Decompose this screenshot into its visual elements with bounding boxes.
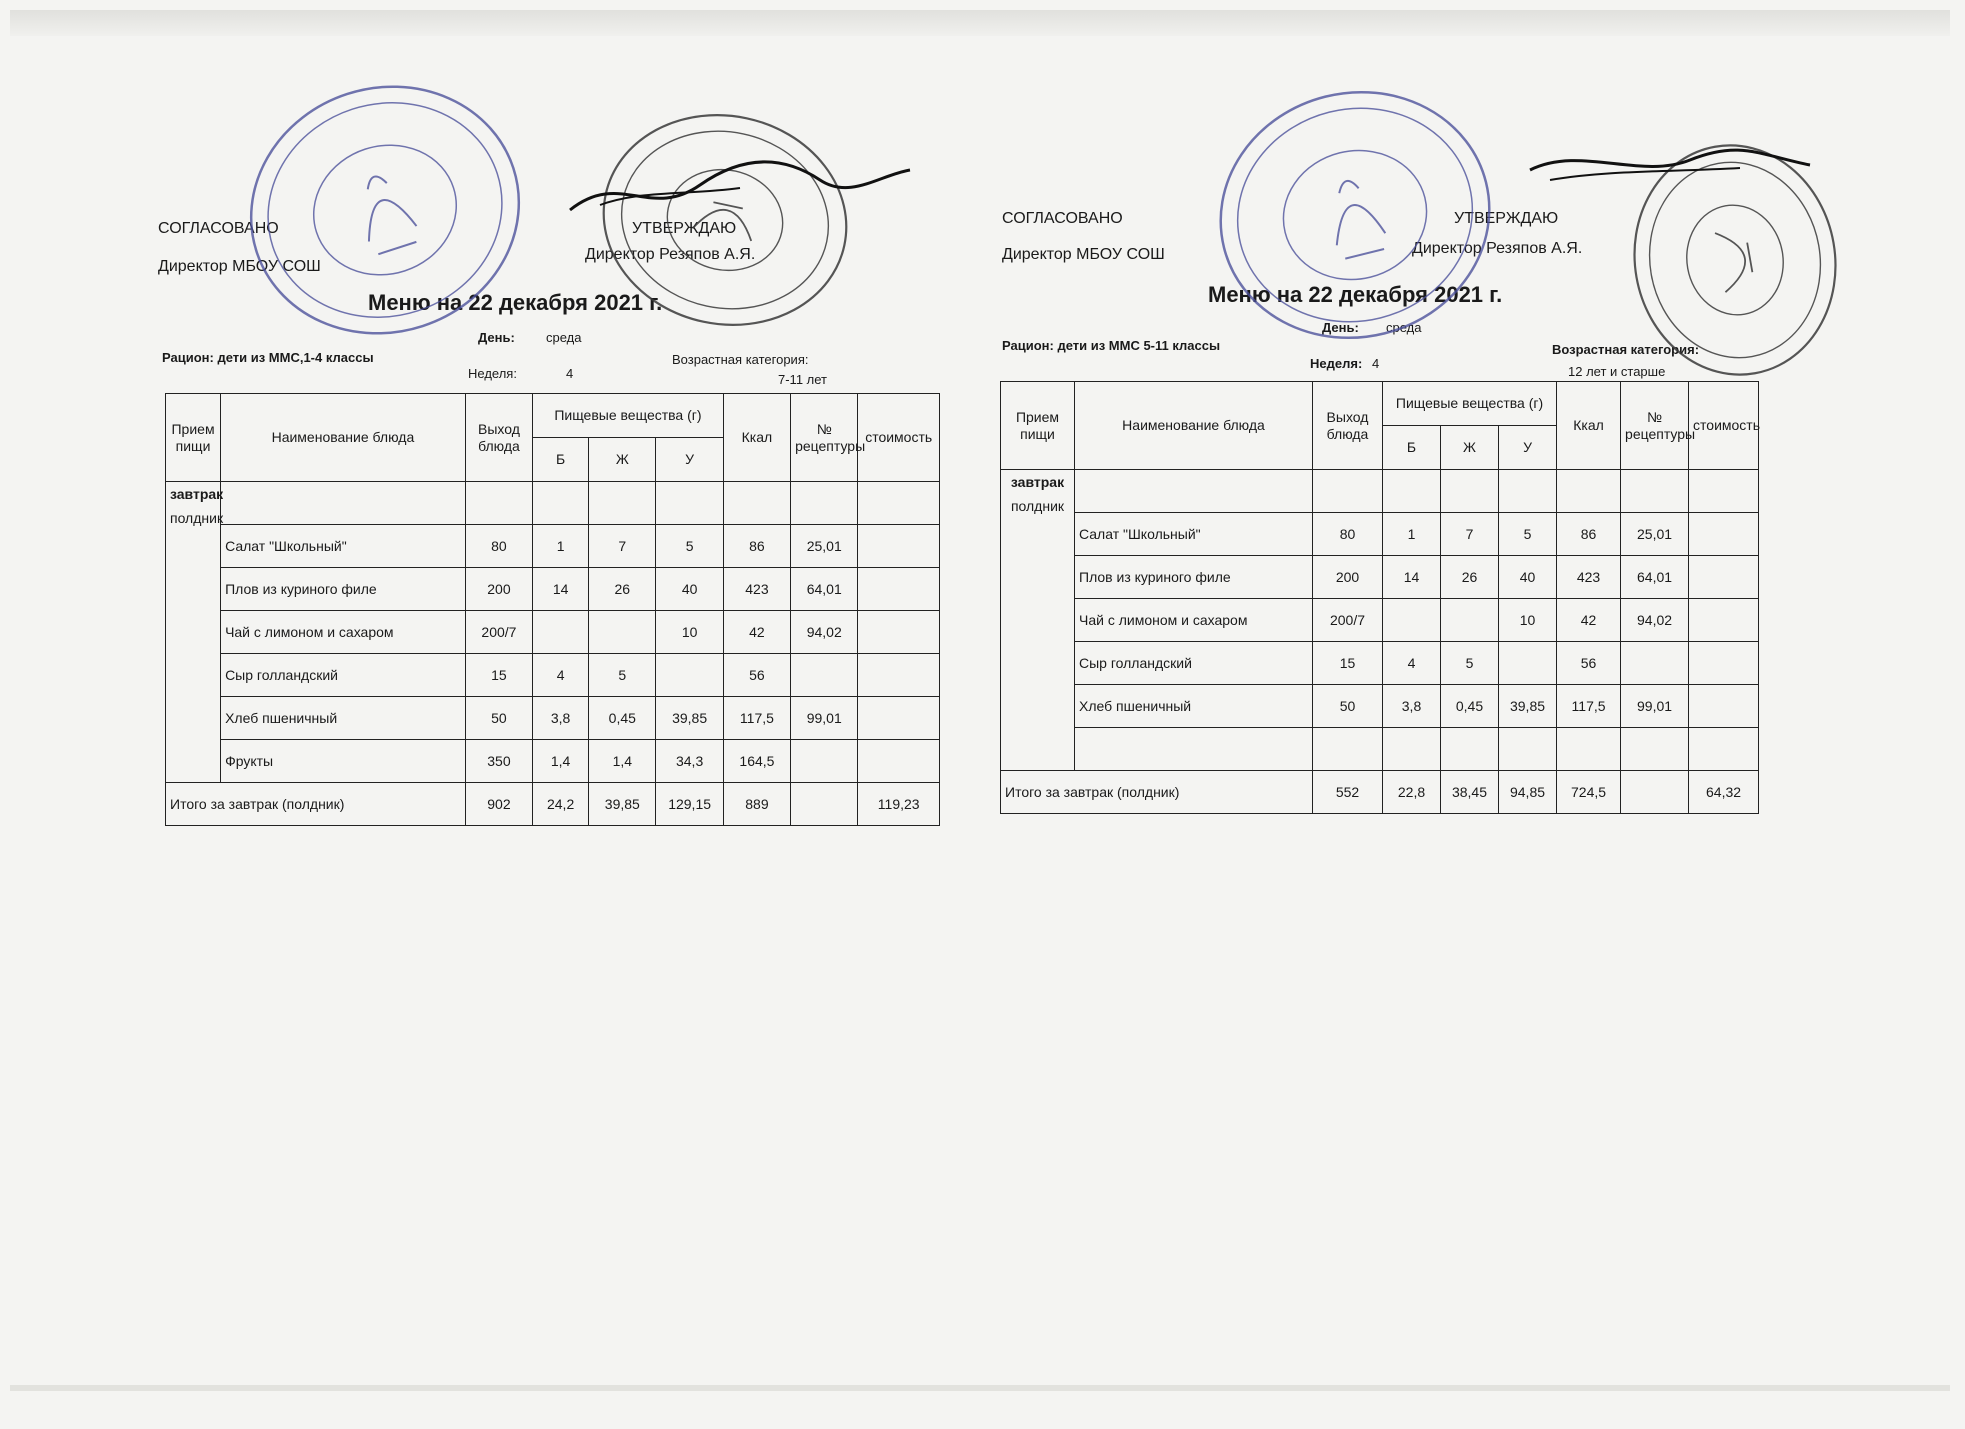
dish-recipe: 99,01 bbox=[791, 697, 858, 740]
dish-yield: 200 bbox=[465, 568, 532, 611]
dish-u: 40 bbox=[656, 568, 723, 611]
table-row bbox=[1001, 685, 1759, 728]
total-kcal: 889 bbox=[723, 783, 790, 826]
total-yield: 552 bbox=[1313, 771, 1383, 814]
dish-cost bbox=[1689, 685, 1759, 728]
dish-u bbox=[656, 654, 723, 697]
dish-yield: 15 bbox=[465, 654, 532, 697]
menu-title: Меню на 22 декабря 2021 г. bbox=[368, 290, 663, 315]
dish-b: 1 bbox=[533, 525, 589, 568]
total-yield: 902 bbox=[465, 783, 532, 826]
header-b: Б bbox=[533, 438, 589, 482]
dish-kcal: 86 bbox=[723, 525, 790, 568]
day-label: День: bbox=[1322, 320, 1359, 335]
menu-table bbox=[1000, 381, 1759, 814]
total-zh: 38,45 bbox=[1441, 771, 1499, 814]
week-value: 4 bbox=[1372, 356, 1380, 371]
header-cost: стоимость bbox=[1689, 382, 1759, 470]
dish-zh: 0,45 bbox=[1441, 685, 1499, 728]
dish-u: 40 bbox=[1499, 556, 1557, 599]
header-b: Б bbox=[1383, 426, 1441, 470]
table-row bbox=[1001, 728, 1759, 771]
age-value: 12 лет и старше bbox=[1568, 364, 1666, 379]
dish-zh: 26 bbox=[1441, 556, 1499, 599]
dish-cost bbox=[1689, 556, 1759, 599]
dish-b bbox=[1383, 728, 1441, 771]
table-row bbox=[166, 611, 940, 654]
dish-yield: 80 bbox=[465, 525, 532, 568]
dish-recipe: 64,01 bbox=[1621, 556, 1689, 599]
day-label: День: bbox=[478, 330, 515, 345]
total-cost: 64,32 bbox=[1689, 771, 1759, 814]
total-row bbox=[1001, 771, 1759, 814]
dish-zh bbox=[1441, 728, 1499, 771]
dish-kcal: 86 bbox=[1557, 513, 1621, 556]
dish-yield: 80 bbox=[1313, 513, 1383, 556]
dish-b: 3,8 bbox=[1383, 685, 1441, 728]
table-row bbox=[1001, 556, 1759, 599]
meal-cell bbox=[166, 482, 224, 783]
dish-cost bbox=[1689, 728, 1759, 771]
week-label: Неделя: bbox=[468, 366, 517, 381]
total-zh: 39,85 bbox=[589, 783, 656, 826]
header-meal: Прием пищи bbox=[1001, 382, 1075, 470]
approve-left-label: СОГЛАСОВАНО bbox=[158, 220, 279, 237]
dish-zh: 7 bbox=[1441, 513, 1499, 556]
dish-zh bbox=[589, 611, 656, 654]
total-label: Итого за завтрак (полдник) bbox=[166, 783, 466, 826]
dish-zh: 1,4 bbox=[589, 740, 656, 783]
dish-yield: 50 bbox=[1313, 685, 1383, 728]
dish-kcal: 56 bbox=[1557, 642, 1621, 685]
header-zh: Ж bbox=[589, 438, 656, 482]
dish-yield: 15 bbox=[1313, 642, 1383, 685]
dish-cost bbox=[1689, 642, 1759, 685]
header-recipe: № рецептуры bbox=[1621, 382, 1689, 470]
dish-b bbox=[1383, 599, 1441, 642]
signature-right bbox=[1520, 140, 1820, 210]
dish-kcal: 164,5 bbox=[723, 740, 790, 783]
dish-kcal: 117,5 bbox=[723, 697, 790, 740]
total-b: 24,2 bbox=[533, 783, 589, 826]
dish-name: Сыр голландский bbox=[1075, 642, 1313, 685]
dish-yield: 200 bbox=[1313, 556, 1383, 599]
ration-label: Рацион: дети из ММС,1-4 классы bbox=[162, 350, 374, 365]
school-stamp-right bbox=[1208, 80, 1503, 350]
dish-zh: 5 bbox=[1441, 642, 1499, 685]
dish-recipe: 94,02 bbox=[1621, 599, 1689, 642]
approve-right-sub: Директор Резяпов А.Я. bbox=[585, 246, 756, 263]
dish-yield: 50 bbox=[465, 697, 532, 740]
dish-recipe: 25,01 bbox=[1621, 513, 1689, 556]
meal-cell bbox=[1001, 470, 1075, 771]
dish-zh: 0,45 bbox=[589, 697, 656, 740]
header-cost: стоимость bbox=[858, 394, 940, 482]
header-recipe: № рецептуры bbox=[791, 394, 858, 482]
dish-recipe: 99,01 bbox=[1621, 685, 1689, 728]
dish-recipe bbox=[1621, 642, 1689, 685]
approve-left-sub: Директор МБОУ СОШ bbox=[158, 258, 321, 275]
menu-table bbox=[165, 393, 940, 826]
dish-name: Чай с лимоном и сахаром bbox=[221, 611, 466, 654]
day-value: среда bbox=[1386, 320, 1422, 335]
dish-b: 1 bbox=[1383, 513, 1441, 556]
meal-sub: полдник bbox=[1010, 498, 1065, 514]
table-row bbox=[1001, 642, 1759, 685]
approve-right-label: УТВЕРЖДАЮ bbox=[632, 220, 737, 237]
header-nutrients: Пищевые вещества (г) bbox=[1383, 382, 1557, 426]
header-yield: Выход блюда bbox=[1313, 382, 1383, 470]
dish-u: 10 bbox=[656, 611, 723, 654]
approve-left-label: СОГЛАСОВАНО bbox=[1002, 210, 1123, 227]
dish-b: 14 bbox=[1383, 556, 1441, 599]
dish-b: 4 bbox=[533, 654, 589, 697]
dish-kcal: 56 bbox=[723, 654, 790, 697]
dish-u: 34,3 bbox=[656, 740, 723, 783]
header-u: У bbox=[1499, 426, 1557, 470]
dish-u: 39,85 bbox=[656, 697, 723, 740]
dish-b: 14 bbox=[533, 568, 589, 611]
dish-recipe bbox=[1621, 728, 1689, 771]
approve-right-label: УТВЕРЖДАЮ bbox=[1454, 210, 1559, 227]
dish-cost bbox=[1689, 513, 1759, 556]
dish-yield bbox=[1313, 728, 1383, 771]
dish-cost bbox=[1689, 599, 1759, 642]
table-row bbox=[1001, 513, 1759, 556]
header-kcal: Ккал bbox=[1557, 382, 1621, 470]
dish-name: Фрукты bbox=[221, 740, 466, 783]
approve-left-sub: Директор МБОУ СОШ bbox=[1002, 246, 1165, 263]
dish-recipe: 25,01 bbox=[791, 525, 858, 568]
dish-b: 3,8 bbox=[533, 697, 589, 740]
total-kcal: 724,5 bbox=[1557, 771, 1621, 814]
header-zh: Ж bbox=[1441, 426, 1499, 470]
dish-name: Хлеб пшеничный bbox=[221, 697, 466, 740]
dish-name: Сыр голландский bbox=[221, 654, 466, 697]
dish-name: Плов из куриного филе bbox=[1075, 556, 1313, 599]
table-row bbox=[166, 697, 940, 740]
header-yield: Выход блюда bbox=[465, 394, 532, 482]
table-row bbox=[166, 568, 940, 611]
dish-u: 5 bbox=[656, 525, 723, 568]
total-row bbox=[166, 783, 940, 826]
table-row bbox=[1001, 599, 1759, 642]
dish-name bbox=[1075, 728, 1313, 771]
dish-kcal: 42 bbox=[723, 611, 790, 654]
dish-yield: 350 bbox=[465, 740, 532, 783]
menu-title: Меню на 22 декабря 2021 г. bbox=[1208, 282, 1503, 307]
table-row bbox=[166, 525, 940, 568]
dish-b bbox=[533, 611, 589, 654]
dish-u: 10 bbox=[1499, 599, 1557, 642]
header-meal: Прием пищи bbox=[166, 394, 221, 482]
table-row bbox=[166, 654, 940, 697]
age-label: Возрастная категория: bbox=[672, 352, 809, 367]
dish-name: Чай с лимоном и сахаром bbox=[1075, 599, 1313, 642]
week-label: Неделя: bbox=[1310, 356, 1363, 371]
header-nutrients: Пищевые вещества (г) bbox=[533, 394, 724, 438]
total-label: Итого за завтрак (полдник) bbox=[1001, 771, 1313, 814]
dish-zh: 26 bbox=[589, 568, 656, 611]
dish-zh: 7 bbox=[589, 525, 656, 568]
approve-right-sub: Директор Резяпов А.Я. bbox=[1412, 240, 1583, 257]
dish-b: 4 bbox=[1383, 642, 1441, 685]
header-kcal: Ккал bbox=[723, 394, 790, 482]
dish-name: Хлеб пшеничный bbox=[1075, 685, 1313, 728]
table-row bbox=[166, 740, 940, 783]
dish-kcal: 117,5 bbox=[1557, 685, 1621, 728]
total-u: 94,85 bbox=[1499, 771, 1557, 814]
dish-name: Салат "Школьный" bbox=[1075, 513, 1313, 556]
header-dish: Наименование блюда bbox=[221, 394, 466, 482]
dish-u: 39,85 bbox=[1499, 685, 1557, 728]
signature-left bbox=[560, 150, 920, 230]
dish-name: Салат "Школьный" bbox=[221, 525, 466, 568]
header-dish: Наименование блюда bbox=[1075, 382, 1313, 470]
ration-label: Рацион: дети из ММС 5-11 классы bbox=[1002, 338, 1221, 353]
dish-kcal bbox=[1557, 728, 1621, 771]
dish-u: 5 bbox=[1499, 513, 1557, 556]
dish-b: 1,4 bbox=[533, 740, 589, 783]
age-value: 7-11 лет bbox=[778, 372, 828, 387]
day-value: среда bbox=[546, 330, 582, 345]
age-label: Возрастная категория: bbox=[1552, 342, 1700, 357]
dish-zh bbox=[1441, 599, 1499, 642]
dish-recipe: 94,02 bbox=[791, 611, 858, 654]
total-u: 129,15 bbox=[656, 783, 723, 826]
total-b: 22,8 bbox=[1383, 771, 1441, 814]
dish-u bbox=[1499, 728, 1557, 771]
dish-name: Плов из куриного филе bbox=[221, 568, 466, 611]
week-value: 4 bbox=[566, 366, 574, 381]
dish-u bbox=[1499, 642, 1557, 685]
meal-sub: полдник bbox=[170, 510, 224, 526]
dish-zh: 5 bbox=[589, 654, 656, 697]
meal-name: завтрак bbox=[1010, 474, 1065, 490]
dish-kcal: 423 bbox=[723, 568, 790, 611]
total-recipe bbox=[1621, 771, 1689, 814]
scan-edge-bottom bbox=[10, 1385, 1950, 1391]
meal-name: завтрак bbox=[170, 486, 224, 502]
total-cost: 119,23 bbox=[858, 783, 940, 826]
dish-kcal: 42 bbox=[1557, 599, 1621, 642]
dish-kcal: 423 bbox=[1557, 556, 1621, 599]
dish-yield: 200/7 bbox=[1313, 599, 1383, 642]
school-stamp-left bbox=[240, 75, 530, 345]
header-u: У bbox=[656, 438, 723, 482]
dish-yield: 200/7 bbox=[465, 611, 532, 654]
dish-recipe: 64,01 bbox=[791, 568, 858, 611]
